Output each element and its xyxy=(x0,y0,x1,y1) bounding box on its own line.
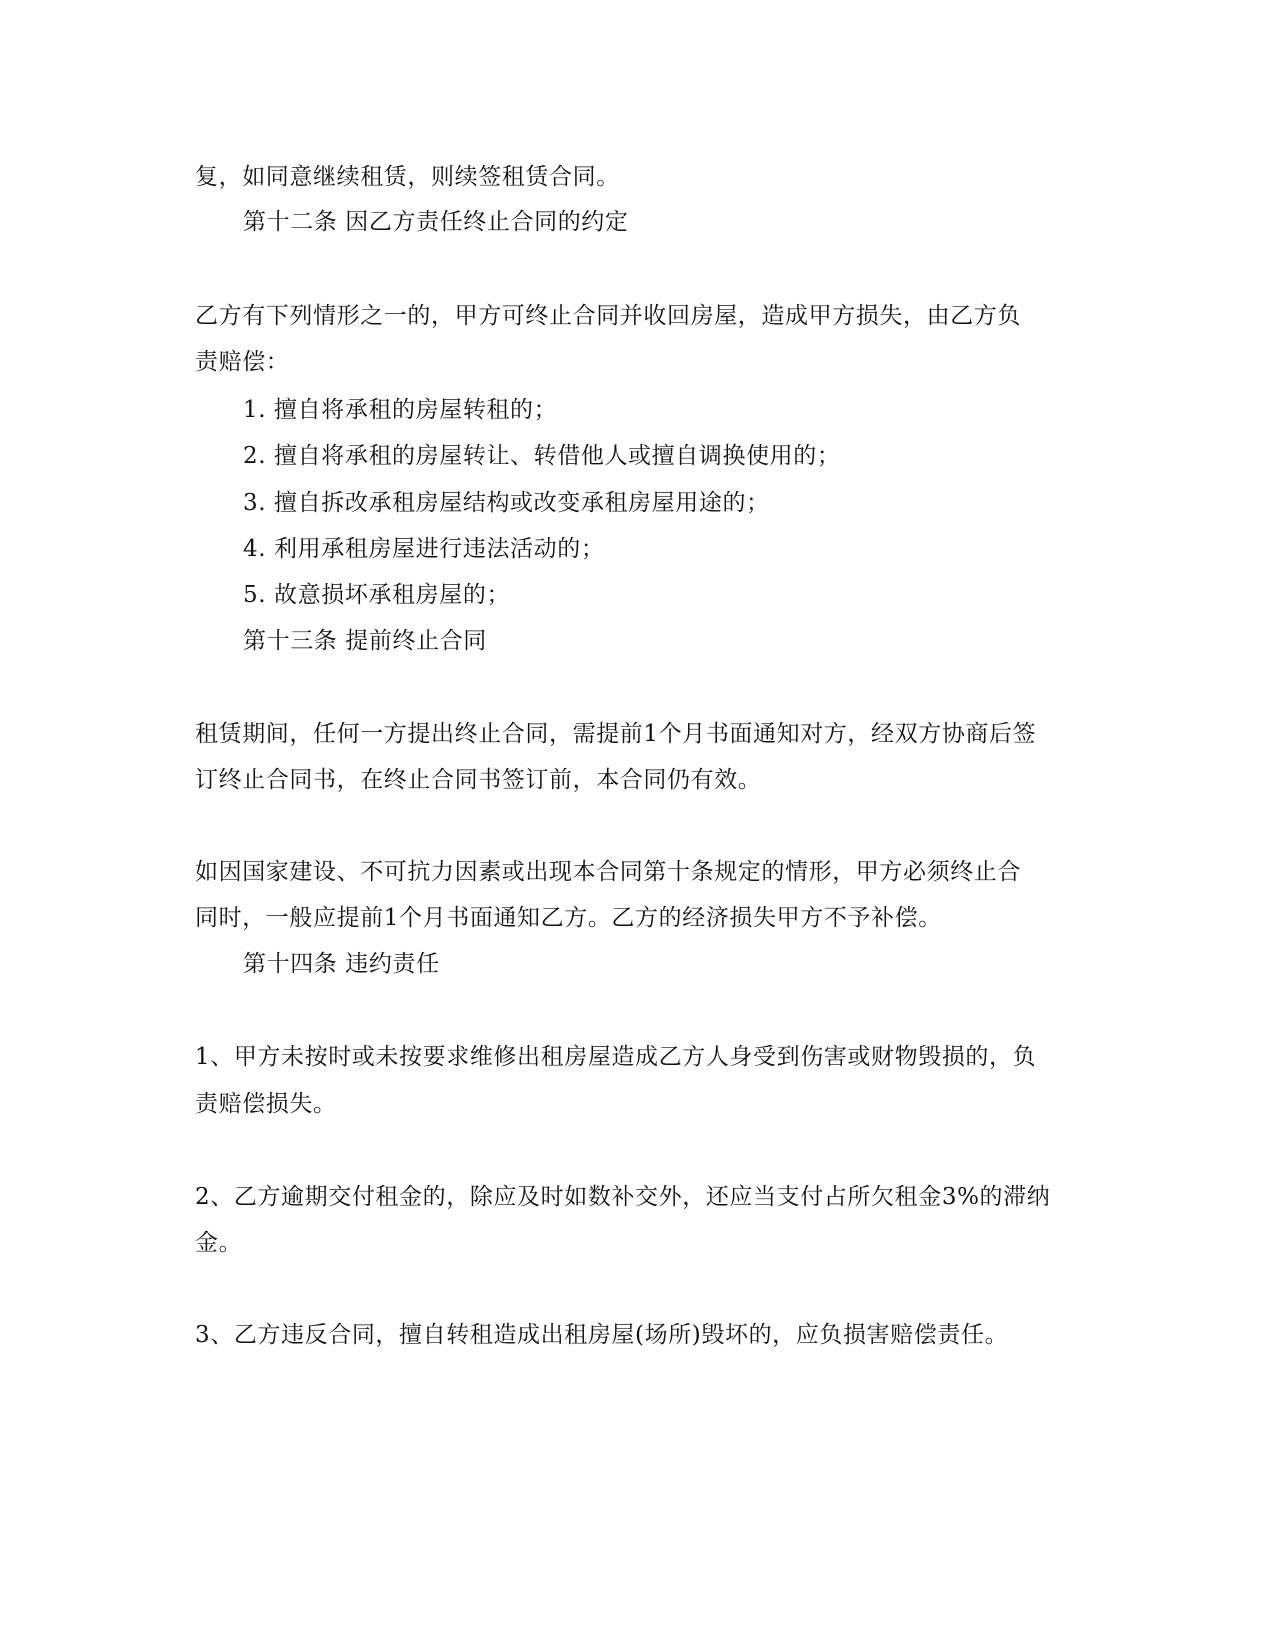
article-heading: 第十四条 违约责任 xyxy=(243,951,440,977)
paragraph-line: 3、乙方违反合同，擅自转租造成出租房屋(场所)毁坏的，应负损害赔偿责任。 xyxy=(195,1322,1009,1348)
paragraph-line: 如因国家建设、不可抗力因素或出现本合同第十条规定的情形，甲方必须终止合 xyxy=(195,859,1021,885)
paragraph-line: 同时，一般应提前1个月书面通知乙方。乙方的经济损失甲方不予补偿。 xyxy=(195,905,942,931)
list-item: 2. 擅自将承租的房屋转让、转借他人或擅自调换使用的； xyxy=(243,443,841,469)
paragraph-line: 2、乙方逾期交付租金的，除应及时如数补交外，还应当支付占所欠租金3%的滞纳 xyxy=(195,1184,1051,1210)
paragraph-line: 1、甲方未按时或未按要求维修出租房屋造成乙方人身受到伤害或财物毁损的，负 xyxy=(195,1044,1037,1070)
paragraph-line: 责赔偿损失。 xyxy=(195,1091,337,1117)
list-item: 4. 利用承租房屋进行违法活动的； xyxy=(243,536,605,562)
article-heading: 第十三条 提前终止合同 xyxy=(243,628,487,654)
paragraph-line: 责赔偿： xyxy=(195,349,290,375)
article-heading: 第十二条 因乙方责任终止合同的约定 xyxy=(243,209,629,235)
list-item: 1. 擅自将承租的房屋转租的； xyxy=(243,397,558,423)
paragraph-line: 乙方有下列情形之一的，甲方可终止合同并收回房屋，造成甲方损失，由乙方负 xyxy=(195,303,1021,329)
paragraph-line: 金。 xyxy=(195,1230,243,1256)
paragraph-line: 订终止合同书，在终止合同书签订前，本合同仍有效。 xyxy=(195,767,762,793)
paragraph-line: 租赁期间，任何一方提出终止合同，需提前1个月书面通知对方，经双方协商后签 xyxy=(195,721,1037,747)
list-item: 5. 故意损坏承租房屋的； xyxy=(243,582,511,608)
paragraph-line: 复，如同意继续租赁，则续签租赁合同。 xyxy=(195,164,620,190)
list-item: 3. 擅自拆改承租房屋结构或改变承租房屋用途的； xyxy=(243,490,770,516)
